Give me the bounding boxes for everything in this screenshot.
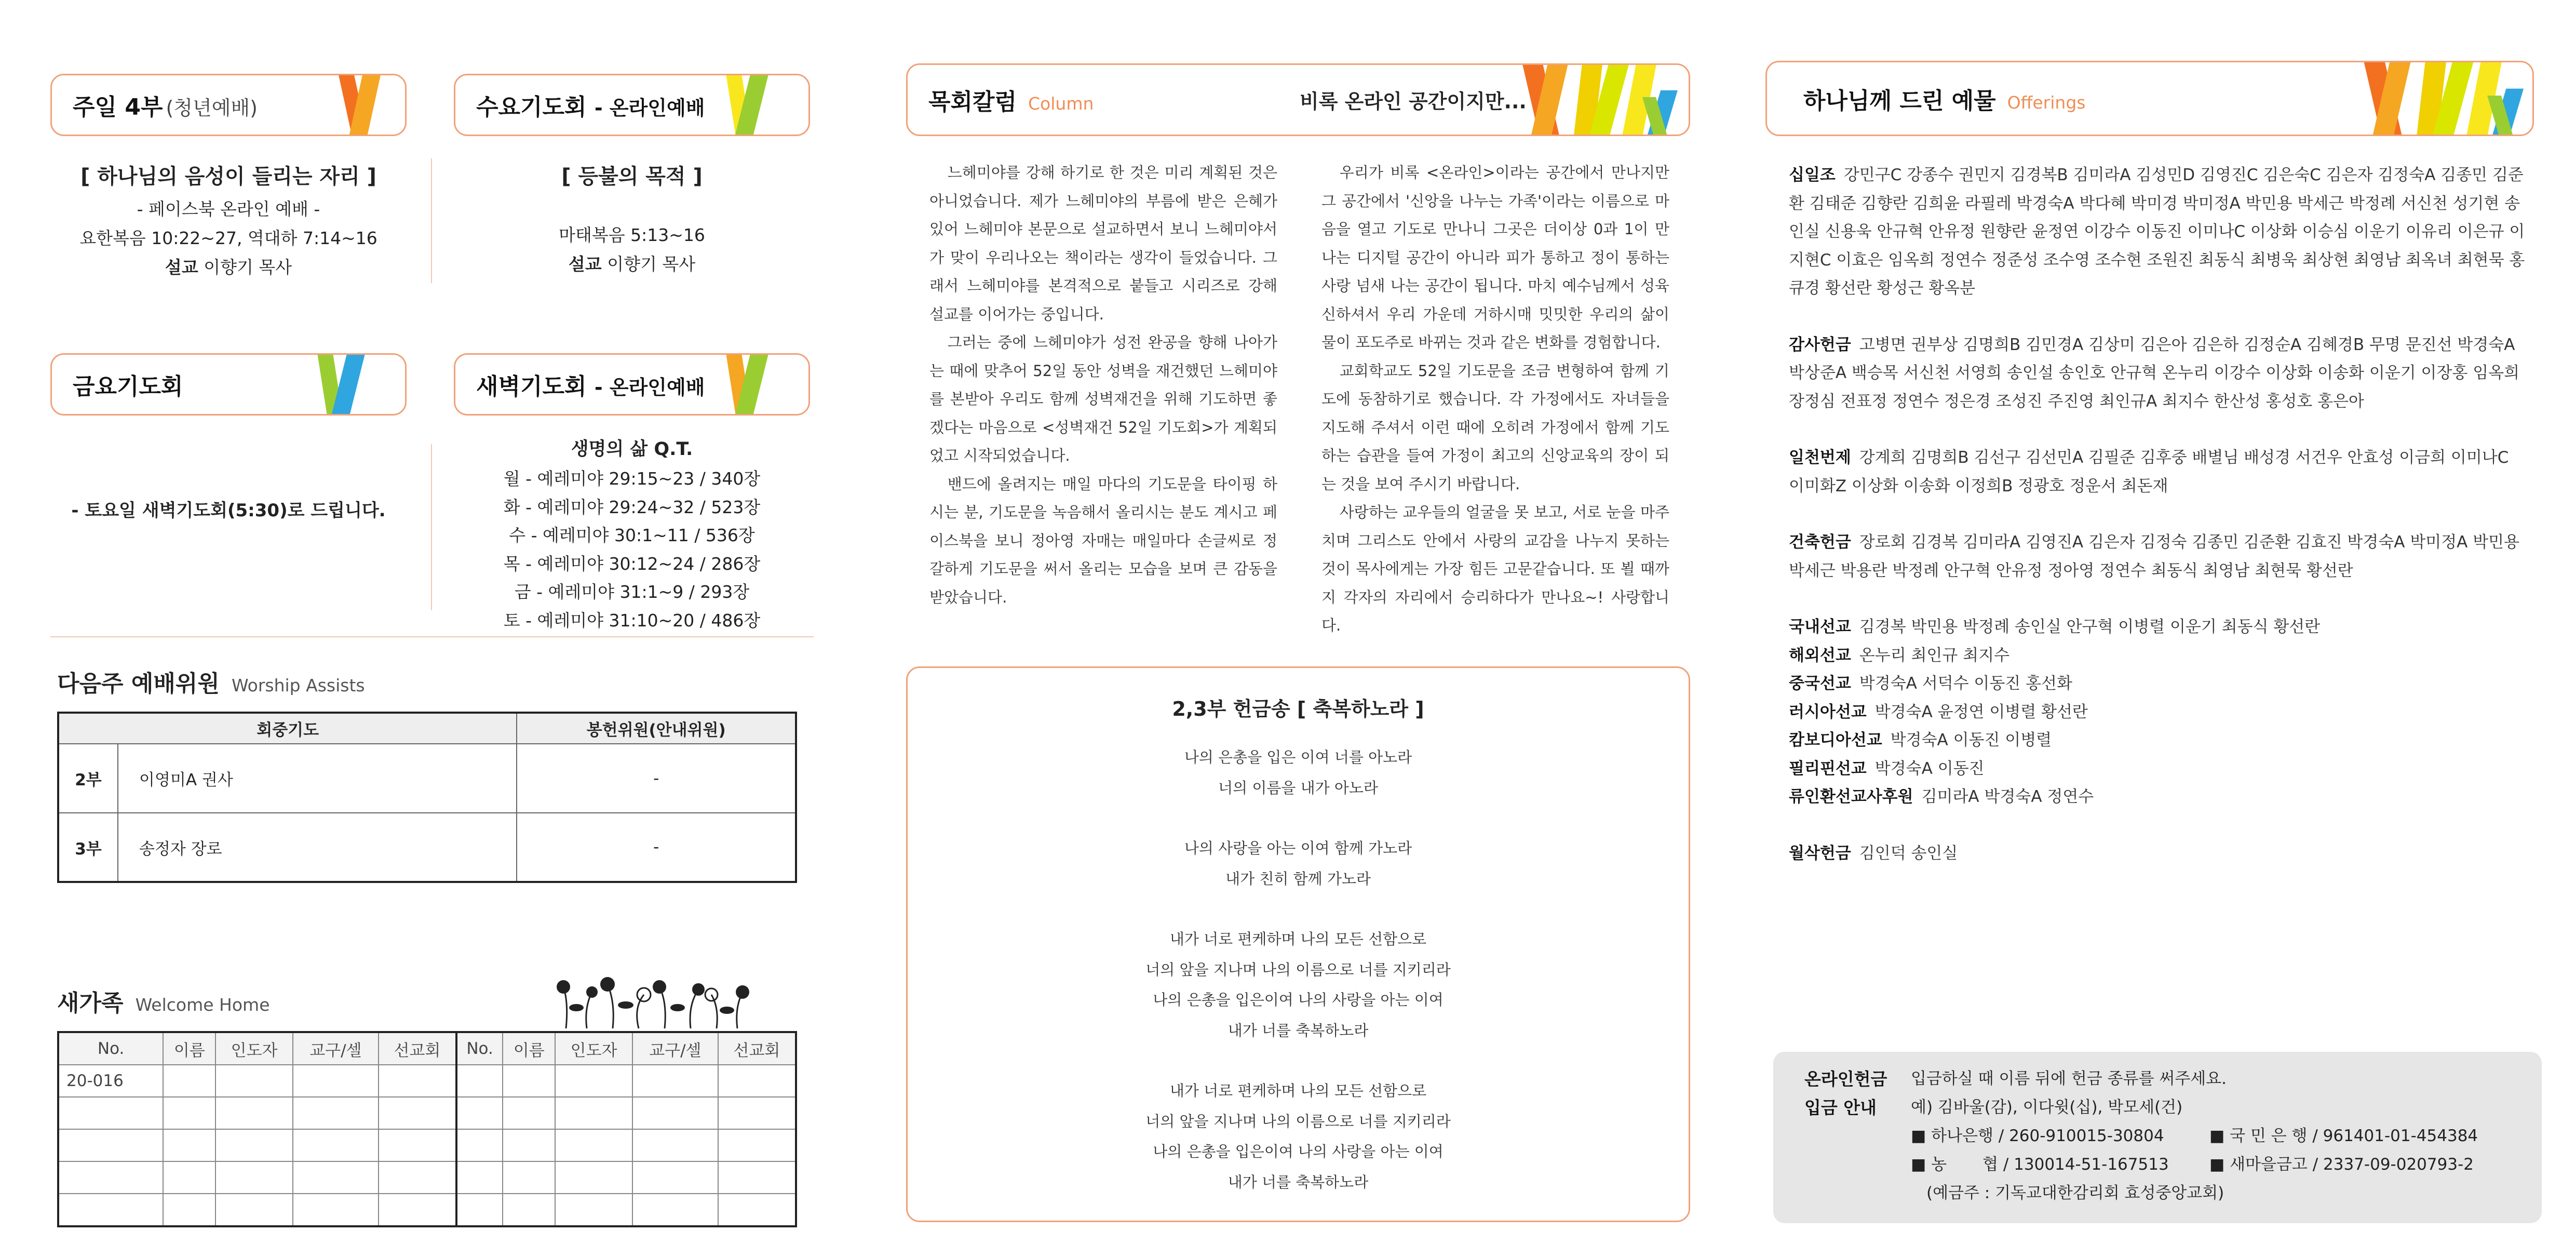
dawn-heading: 생명의 삶 Q.T. bbox=[571, 439, 693, 460]
offering-names: 김경복 박민용 박정례 송인실 안구혁 이병렬 이운기 최동식 황선란 bbox=[1859, 618, 2321, 636]
online-instruction: 입금하실 때 이름 뒤에 헌금 종류를 써주세요. bbox=[1911, 1069, 2227, 1088]
offering-names: 박경숙A 이동진 이병렬 bbox=[1890, 731, 2052, 750]
offering-names: 고병면 권부상 김명희B 김민경A 김상미 김은아 김은하 김정순A 김혜경B 무명 문진선 박경숙A 박상준A 백승목 서신천 서영희 송인설 송인호 안규혁 온누리 이강수 이상화 이송화 이운기 이장홍 임옥희 장정심 전표정 정연수 정은경 조성진 주진영 최인규A 최지수 한산성 홍성호 홍은아 bbox=[1789, 335, 2520, 411]
newfamily-col-cell: 교구/셀 bbox=[632, 1032, 718, 1065]
sermon-label: 설교 bbox=[568, 254, 602, 274]
vertical-divider bbox=[431, 158, 432, 283]
column-title-en: Column bbox=[1028, 93, 1094, 114]
offering-category: 캄보디아선교 bbox=[1789, 731, 1882, 750]
assists-service: 2부 bbox=[58, 744, 118, 813]
offering-category: 해외선교 bbox=[1789, 646, 1851, 665]
assists-prayer: 송정자 장로 bbox=[118, 813, 517, 882]
offering-category: 필리핀선교 bbox=[1789, 759, 1867, 778]
online-example: 예) 김바울(감), 이다윗(십), 박모세(건) bbox=[1911, 1098, 2183, 1117]
online-label: 온라인헌금 bbox=[1804, 1069, 1887, 1089]
offering-category: 중국선교 bbox=[1789, 674, 1851, 693]
assists-table bbox=[57, 712, 797, 883]
newfamily-col-name: 이름 bbox=[503, 1032, 555, 1065]
column-left-text bbox=[929, 158, 1277, 611]
offering-category: 러시아선교 bbox=[1789, 702, 1867, 721]
hymn-title: 2,3부 헌금송 [ 축복하노라 ] bbox=[1172, 698, 1424, 720]
offering-category: 류인환선교사후원 bbox=[1789, 787, 1913, 806]
offering-section bbox=[1789, 161, 2529, 303]
sunday-preacher: 이향기 목사 bbox=[204, 257, 292, 277]
column-header bbox=[906, 63, 1690, 136]
assists-service: 3부 bbox=[58, 813, 118, 882]
dawn-line: 월 - 예레미야 29:15~23 / 340장 bbox=[503, 469, 761, 489]
wednesday-body bbox=[454, 158, 810, 279]
offering-category: 일천번제 bbox=[1789, 448, 1851, 467]
stripe-decoration-icon bbox=[312, 353, 374, 416]
offering-names: 강계희 김명희B 김선구 김선민A 김필준 김후중 배별님 배성경 서건우 안효성 이금희 이미나C 이미화Z 이상화 이송화 이정희B 정광호 정운서 최돈재 bbox=[1789, 448, 2509, 496]
table-row bbox=[58, 1097, 796, 1129]
sunday-body bbox=[50, 158, 407, 282]
column-paragraph: 그러는 중에 느헤미야가 성전 완공을 향해 나아가는 때에 맞추어 52일 동안 성벽을 재건했던 느헤미야를 본받아 우리도 함께 성벽재건을 위해 기도하면 좋겠다는 마음으로 <성벽재건 52일 기도회>가 계획되었고 시작되었습니다. bbox=[929, 333, 1277, 464]
column-headline: 비록 온라인 공간이지만... bbox=[1300, 90, 1527, 113]
friday-notice: - 토요일 새벽기도회(5:30)로 드립니다. bbox=[71, 500, 386, 521]
newfamily-col-name: 이름 bbox=[163, 1032, 215, 1065]
column-paragraph: 사랑하는 교우들의 얼굴을 못 보고, 서로 눈을 마주치며 그리스도 안에서 사랑의 교감을 나누지 못하는 것이 목사에게는 가장 힘든 고문같습니다. 또 뵐 때까지 각자의 자리에서 승리하다가 만나요~! 사랑합니다. bbox=[1321, 503, 1669, 634]
wednesday-heading: [ 등불의 목적 ] bbox=[561, 165, 703, 189]
offering-category: 십일조 bbox=[1789, 166, 1836, 184]
newfamily-col-no: No. bbox=[58, 1032, 163, 1065]
hymn-line: 내가 너를 축복하노라 bbox=[1228, 1173, 1369, 1191]
assists-prayer: 이영미A 권사 bbox=[118, 744, 517, 813]
friday-header bbox=[50, 353, 407, 416]
hymn-line: 내가 너를 축복하노라 bbox=[1228, 1021, 1369, 1039]
account-holder: (예금주 : 기독교대한감리회 효성중앙교회) bbox=[1926, 1184, 2224, 1202]
offering-section bbox=[1789, 839, 2529, 868]
hymn-line: 너의 앞을 지나며 나의 이름으로 너를 지키리라 bbox=[1145, 960, 1451, 979]
stripe-decoration-icon bbox=[2361, 61, 2532, 136]
list-item bbox=[1789, 641, 2529, 670]
offering-names: 박경숙A 서덕수 이동진 홍선화 bbox=[1859, 674, 2072, 693]
assists-offering: - bbox=[517, 813, 796, 882]
offering-category: 국내선교 bbox=[1789, 618, 1851, 636]
wednesday-title: 수요기도회 bbox=[476, 94, 587, 121]
stripe-decoration-icon bbox=[720, 353, 777, 416]
dawn-subtitle: - 온라인예배 bbox=[594, 376, 705, 399]
column-paragraph: 교회학교도 52일 기도문을 조금 변형하여 함께 기도에 동참하기로 했습니다. 각 가정에서도 자녀들을 지도해 주셔서 이런 때에 오히려 가정에서 함께 기도하는 습관을 들여 가정이 최고의 신앙교육의 장이 되는 것을 보여 주시기 바랍니다. bbox=[1321, 362, 1669, 493]
hymn-line: 나의 사랑을 아는 이여 함께 가노라 bbox=[1184, 839, 1412, 857]
newfamily-col-guide: 인도자 bbox=[215, 1032, 292, 1065]
vertical-divider bbox=[431, 444, 432, 610]
offerings-list bbox=[1789, 161, 2529, 867]
stripe-decoration-icon bbox=[1517, 63, 1689, 136]
assists-col-prayer: 회중기도 bbox=[58, 713, 517, 744]
hymn-lyrics bbox=[908, 742, 1689, 1197]
offering-section bbox=[1789, 331, 2529, 416]
table-row bbox=[58, 813, 796, 882]
wednesday-header bbox=[454, 74, 810, 136]
dawn-body bbox=[454, 434, 810, 635]
sunday-line2: 요한복음 10:22~27, 역대하 7:14~16 bbox=[79, 228, 377, 248]
offering-category: 감사헌금 bbox=[1789, 335, 1851, 354]
sunday-subtitle: (청년예배) bbox=[166, 97, 258, 119]
assists-offering: - bbox=[517, 744, 796, 813]
dawn-title: 새벽기도회 bbox=[476, 373, 587, 400]
offering-section bbox=[1789, 528, 2529, 585]
mission-section bbox=[1789, 613, 2529, 811]
bank-account: ■ 국 민 은 행 / 961401-01-454384 bbox=[2209, 1127, 2478, 1145]
list-item bbox=[1789, 613, 2529, 641]
stripe-decoration-icon bbox=[332, 74, 389, 136]
column-paragraph: 우리가 비록 <온라인>이라는 공간에서 만나지만 그 공간에서 '신앙을 나누는 가족'이라는 이름으로 마음을 열고 기도로 만나니 그곳은 더이상 0과 1이 만나는 디지털 공간이 아니라 피가 통하고 정이 통하는 사랑 넘새 나는 공간이 됩니다. 마치 예수님께서 성육신하셔서 우리 가운데 거하시매 밋밋한 우리의 삶이 물이 포도주로 바뀌는 것과 같은 변화를 경험합니다. bbox=[1321, 164, 1669, 351]
bank-account: ■ 농 협 / 130014-51-167513 bbox=[1911, 1155, 2169, 1174]
wednesday-scripture: 마태복음 5:13~16 bbox=[559, 225, 705, 245]
newfamily-col-mission: 선교회 bbox=[379, 1032, 456, 1065]
newfamily-no: 20-016 bbox=[58, 1065, 163, 1097]
sunday-line1: - 페이스북 온라인 예배 - bbox=[137, 199, 320, 219]
newfamily-col-cell: 교구/셀 bbox=[293, 1032, 379, 1065]
flower-illustration-icon bbox=[556, 971, 753, 1028]
offering-names: 김미라A 박경숙A 정연수 bbox=[1921, 787, 2094, 806]
friday-title: 금요기도회 bbox=[73, 373, 183, 400]
offerings-title: 하나님께 드린 예물 bbox=[1803, 87, 1996, 114]
newfamily-title bbox=[57, 984, 270, 1018]
hymn-box bbox=[906, 666, 1690, 1222]
newfamily-col-mission: 선교회 bbox=[718, 1032, 796, 1065]
table-row bbox=[58, 1065, 796, 1097]
deposit-label: 입금 안내 bbox=[1804, 1098, 1877, 1118]
list-item bbox=[1789, 726, 2529, 755]
table-row bbox=[58, 744, 796, 813]
list-item bbox=[1789, 670, 2529, 698]
offering-names: 온누리 최인규 최지수 bbox=[1859, 646, 2010, 665]
hymn-line: 너의 앞을 지나며 나의 이름으로 너를 지키리라 bbox=[1145, 1112, 1451, 1130]
table-row bbox=[58, 1161, 796, 1194]
hymn-line: 나의 은총을 입은이여 나의 사랑을 아는 이여 bbox=[1153, 991, 1444, 1009]
sunday-heading: [ 하나님의 음성이 들리는 자리 ] bbox=[80, 165, 376, 189]
column-paragraph: 느헤미야를 강해 하기로 한 것은 미리 계획된 것은 아니었습니다. 제가 느헤미야의 부름에 받은 은혜가 있어 느헤미야 본문으로 설교하면서 보니 느헤미야서가 맞이 우리나오는 책이라는 생각이 들었습니다. 그래서 느헤미야를 본격적으로 붙들고 시리즈로 강해 설교를 이어가는 중입니다. bbox=[929, 164, 1277, 323]
table-row bbox=[58, 1129, 796, 1161]
offering-category: 월삭헌금 bbox=[1789, 844, 1851, 863]
offerings-title-en: Offerings bbox=[2007, 92, 2086, 113]
hymn-line: 내가 친히 함께 가노라 bbox=[1225, 869, 1371, 888]
dawn-line: 화 - 예레미야 29:24~32 / 523장 bbox=[503, 497, 761, 517]
hymn-line: 나의 은총을 입은 이여 너를 아노라 bbox=[1184, 748, 1412, 766]
offering-section bbox=[1789, 444, 2529, 500]
table-row bbox=[58, 1194, 796, 1226]
assists-col-offering: 봉헌위원(안내위원) bbox=[517, 713, 796, 744]
offering-names: 박경숙A 윤정연 이병렬 황선란 bbox=[1874, 702, 2088, 721]
dawn-line: 금 - 예레미야 31:1~9 / 293장 bbox=[514, 582, 750, 602]
dawn-header bbox=[454, 353, 810, 416]
assists-title bbox=[57, 665, 365, 698]
offering-names: 김인덕 송인실 bbox=[1859, 844, 1958, 863]
offering-names: 장로회 김경복 김미라A 김영진A 김은자 김정숙 김종민 김준환 김효진 박경숙A 박미정A 박민용 박세근 박용란 박정례 안구혁 안유정 정아영 정연수 최동식 최영남 최현묵 황선란 bbox=[1789, 533, 2520, 580]
dawn-line: 목 - 예레미야 30:12~24 / 286장 bbox=[503, 553, 761, 574]
sunday-title: 주일 4부 bbox=[73, 94, 163, 121]
sunday-header bbox=[50, 74, 407, 136]
offering-names: 박경숙A 이동진 bbox=[1874, 759, 1985, 778]
offerings-header bbox=[1765, 61, 2534, 136]
sermon-label: 설교 bbox=[165, 257, 198, 277]
dawn-line: 토 - 예레미야 31:10~20 / 486장 bbox=[503, 610, 761, 631]
newfamily-col-guide: 인도자 bbox=[555, 1032, 632, 1065]
dawn-line: 수 - 예레미야 30:1~11 / 536장 bbox=[509, 525, 755, 545]
column-title: 목회칼럼 bbox=[928, 89, 1017, 115]
newfamily-table bbox=[57, 1031, 797, 1227]
newfamily-title-text: 새가족 bbox=[57, 990, 124, 1016]
section-divider bbox=[50, 636, 814, 637]
wednesday-subtitle: - 온라인예배 bbox=[594, 97, 705, 119]
list-item bbox=[1789, 755, 2529, 783]
newfamily-title-en: Welcome Home bbox=[135, 995, 270, 1015]
offering-category: 건축헌금 bbox=[1789, 533, 1851, 552]
online-offering-box bbox=[1773, 1052, 2542, 1223]
column-paragraph: 밴드에 올려지는 매일 마다의 기도문을 타이핑 하시는 분, 기도문을 녹음해서 올리시는 분도 계시고 페이스북을 보니 정아영 자매는 매일마다 손글씨로 정갈하게 기도문을 써서 올리는 모습을 보며 큰 감동을 받았습니다. bbox=[929, 475, 1277, 606]
bank-account: ■ 하나은행 / 260-910015-30804 bbox=[1911, 1127, 2164, 1145]
hymn-line: 내가 너로 편케하며 나의 모든 선함으로 bbox=[1169, 1082, 1427, 1100]
hymn-line: 나의 은총을 입은이여 나의 사랑을 아는 이여 bbox=[1153, 1143, 1444, 1160]
hymn-line: 너의 이름을 내가 아노라 bbox=[1218, 779, 1378, 797]
column-right-text bbox=[1321, 158, 1669, 640]
newfamily-col-no: No. bbox=[456, 1032, 503, 1065]
list-item bbox=[1789, 698, 2529, 727]
list-item bbox=[1789, 783, 2529, 811]
stripe-decoration-icon bbox=[720, 74, 777, 136]
assists-title-en: Worship Assists bbox=[231, 675, 365, 695]
bank-account: ■ 새마을금고 / 2337-09-020793-2 bbox=[2209, 1155, 2474, 1174]
assists-title-text: 다음주 예배위원 bbox=[57, 671, 220, 697]
offering-names: 강민구C 강종수 권민지 김경복B 김미라A 김성민D 김영진C 김은숙C 김은자 김정숙A 김종민 김준환 김태준 김향란 김희윤 라필레 박경숙A 박다혜 박미경 박미정A 박민용 박세근 박정례 서신천 성기현 송인실 신용욱 안규혁 안유정 원향란 윤정연 이강수 이동진 이미나C 이상화 이승심 이운기 이유리 이은규 이지현C 이효은 임옥희 정연수 정준성 조수영 조수현 조원진 최동식 최병욱 최상현 최영남 최옥녀 최현묵 홍큐경 황선란 황성근 황옥분 bbox=[1789, 166, 2525, 298]
wednesday-preacher: 이향기 목사 bbox=[607, 254, 696, 274]
hymn-line: 내가 너로 편케하며 나의 모든 선함으로 bbox=[1169, 930, 1427, 948]
